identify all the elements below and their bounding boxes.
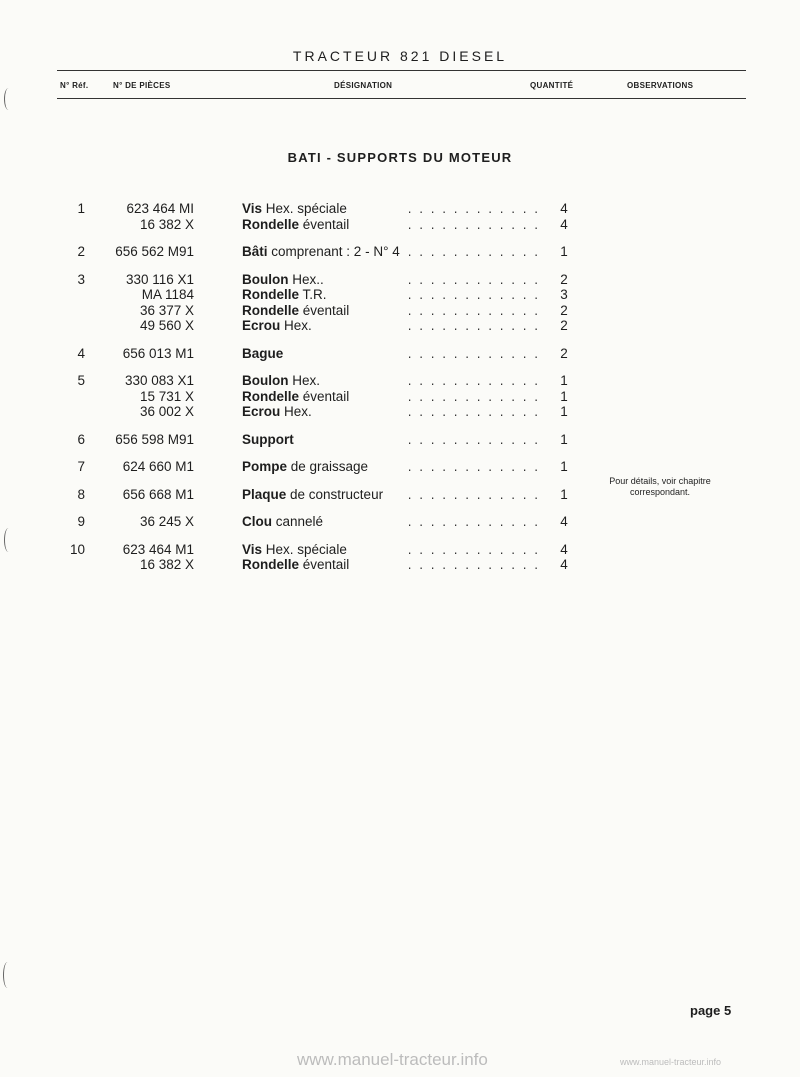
designation-detail: Hex. xyxy=(280,318,312,333)
designation-keyword: Rondelle xyxy=(242,287,300,302)
leader-dots: . . . . . . . . . . . . xyxy=(407,271,540,287)
parts-group xyxy=(0,373,800,420)
part-number: 36 377 X xyxy=(139,302,194,318)
designation xyxy=(242,557,349,572)
designation-keyword: Bague xyxy=(242,345,284,361)
leader-dots: . . . . . . . . . . . . xyxy=(407,302,540,318)
table-row xyxy=(0,318,800,334)
parts-group xyxy=(0,244,800,260)
quantity: 4 xyxy=(560,514,568,529)
header-rule-bottom xyxy=(57,98,746,99)
quantity: 4 xyxy=(560,541,568,557)
parts-group xyxy=(0,272,800,334)
designation-keyword: Bâti xyxy=(242,244,268,259)
designation-detail: T.R. xyxy=(299,287,327,302)
ref-number: 1 xyxy=(77,201,85,216)
part-number: 330 116 X1 xyxy=(125,271,194,287)
table-row xyxy=(0,303,800,319)
designation-detail: Hex. spéciale xyxy=(262,541,347,557)
leader-dots: . . . . . . . . . . . . xyxy=(407,557,540,572)
leader-dots: . . . . . . . . . . . . xyxy=(407,318,540,333)
designation-detail: Hex.. xyxy=(288,271,324,287)
leader-dots: . . . . . . . . . . . . xyxy=(407,345,540,361)
leader-dots: . . . . . . . . . . . . xyxy=(407,431,540,447)
table-row xyxy=(0,217,800,233)
designation xyxy=(242,542,347,557)
parts-group xyxy=(0,346,800,362)
column-header-quantity: QUANTITÉ xyxy=(530,81,574,90)
parts-group xyxy=(0,514,800,530)
table-row xyxy=(0,432,800,448)
part-number: 656 013 M1 xyxy=(122,345,194,361)
designation-keyword: Vis xyxy=(242,541,263,557)
part-number: 15 731 X xyxy=(139,388,194,404)
quantity: 4 xyxy=(560,216,568,232)
designation xyxy=(242,318,312,333)
quantity: 4 xyxy=(560,557,568,572)
leader-dots: . . . . . . . . . . . . xyxy=(407,404,540,419)
designation xyxy=(242,432,294,447)
designation xyxy=(242,487,383,502)
designation-detail: éventail xyxy=(299,557,350,572)
parts-group xyxy=(0,201,800,232)
table-row xyxy=(0,272,800,288)
quantity: 1 xyxy=(560,459,568,474)
designation xyxy=(242,287,327,302)
part-number: 656 562 M91 xyxy=(115,244,194,259)
designation-keyword: Rondelle xyxy=(242,388,300,404)
part-number: 36 002 X xyxy=(139,404,194,419)
ref-number: 3 xyxy=(77,271,85,287)
page-title: TRACTEUR 821 DIESEL xyxy=(292,48,508,64)
part-number: 49 560 X xyxy=(139,318,194,333)
designation-keyword: Clou xyxy=(242,514,272,529)
leader-dots: . . . . . . . . . . . . xyxy=(407,486,540,502)
leader-dots: . . . . . . . . . . . . xyxy=(407,201,540,216)
designation xyxy=(242,303,349,318)
table-row xyxy=(0,557,800,573)
leader-dots: . . . . . . . . . . . . xyxy=(407,216,540,232)
leader-dots: . . . . . . . . . . . . xyxy=(407,388,540,404)
part-number: 16 382 X xyxy=(139,216,194,232)
parts-table xyxy=(0,201,800,585)
designation-detail: éventail xyxy=(299,216,350,232)
quantity: 1 xyxy=(560,431,568,447)
quantity: 2 xyxy=(560,271,568,287)
designation xyxy=(242,201,347,216)
designation-detail: Hex. spéciale xyxy=(262,201,347,216)
part-number: 623 464 MI xyxy=(126,201,194,216)
designation xyxy=(242,373,320,388)
designation-keyword: Vis xyxy=(242,201,263,216)
quantity: 1 xyxy=(560,486,568,502)
table-row xyxy=(0,287,800,303)
section-title: BATI - SUPPORTS DU MOTEUR xyxy=(287,150,513,165)
column-header-designation: DÉSIGNATION xyxy=(334,81,393,90)
table-row xyxy=(0,404,800,420)
ref-number: 7 xyxy=(77,459,85,474)
part-number: 656 668 M1 xyxy=(122,486,194,502)
designation-keyword: Support xyxy=(242,431,294,447)
designation-keyword: Rondelle xyxy=(242,216,300,232)
designation-keyword: Ecrou xyxy=(242,318,281,333)
leader-dots: . . . . . . . . . . . . xyxy=(407,287,540,302)
scan-mark xyxy=(3,962,12,988)
designation xyxy=(242,272,324,287)
table-row xyxy=(0,514,800,530)
parts-group xyxy=(0,459,800,475)
part-number: 624 660 M1 xyxy=(122,459,194,474)
leader-dots: . . . . . . . . . . . . xyxy=(407,541,540,557)
ref-number: 8 xyxy=(77,486,85,502)
designation-detail: de graissage xyxy=(287,459,369,474)
part-number: 16 382 X xyxy=(139,557,194,572)
quantity: 2 xyxy=(560,318,568,333)
designation-detail: éventail xyxy=(299,388,350,404)
designation-keyword: Plaque xyxy=(242,486,287,502)
quantity: 1 xyxy=(560,373,568,388)
designation-keyword: Rondelle xyxy=(242,557,300,572)
designation-detail: éventail xyxy=(299,302,350,318)
part-number: MA 1184 xyxy=(141,287,194,302)
quantity: 2 xyxy=(560,302,568,318)
quantity: 2 xyxy=(560,345,568,361)
scan-mark xyxy=(4,88,13,110)
table-row xyxy=(0,244,800,260)
quantity: 4 xyxy=(560,201,568,216)
part-number: 656 598 M91 xyxy=(115,431,194,447)
scan-mark xyxy=(4,528,13,552)
designation-detail: Hex. xyxy=(288,373,321,388)
header-rule-top xyxy=(57,70,746,71)
designation-keyword: Boulon xyxy=(242,271,289,287)
parts-group xyxy=(0,432,800,448)
designation-keyword: Rondelle xyxy=(242,302,300,318)
table-row xyxy=(0,389,800,405)
observation-note: Pour détails, voir chapitre correspondant. xyxy=(609,476,711,497)
leader-dots: . . . . . . . . . . . . xyxy=(407,514,540,529)
quantity: 1 xyxy=(560,388,568,404)
designation xyxy=(242,346,283,361)
designation-detail: comprenant : 2 - N° 4 xyxy=(267,244,400,259)
page-number: page 5 xyxy=(690,1003,732,1018)
ref-number: 2 xyxy=(77,244,85,259)
part-number: 330 083 X1 xyxy=(124,373,194,388)
parts-group xyxy=(0,542,800,573)
ref-number: 4 xyxy=(77,345,85,361)
designation xyxy=(242,244,400,259)
column-header-part: N° DE PIÈCES xyxy=(113,81,171,90)
leader-dots: . . . . . . . . . . . . xyxy=(407,459,540,474)
designation-detail: de constructeur xyxy=(286,486,384,502)
ref-number: 5 xyxy=(77,373,85,388)
designation-keyword: Ecrou xyxy=(242,404,281,419)
ref-number: 6 xyxy=(77,431,85,447)
designation-detail: cannelé xyxy=(272,514,324,529)
designation xyxy=(242,404,312,419)
watermark: www.manuel-tracteur.info xyxy=(297,1050,488,1069)
part-number: 623 464 M1 xyxy=(122,541,194,557)
table-row xyxy=(0,201,800,217)
part-number: 36 245 X xyxy=(139,514,194,529)
table-row xyxy=(0,542,800,558)
designation xyxy=(242,459,368,474)
ref-number: 10 xyxy=(69,541,85,557)
designation-keyword: Boulon xyxy=(242,373,289,388)
quantity: 1 xyxy=(560,404,568,419)
leader-dots: . . . . . . . . . . . . xyxy=(408,244,540,259)
quantity: 1 xyxy=(560,244,568,259)
column-header-ref: N° Réf. xyxy=(60,81,89,90)
table-row xyxy=(0,459,800,475)
ref-number: 9 xyxy=(77,514,85,529)
designation-detail: Hex. xyxy=(280,404,312,419)
designation-keyword: Pompe xyxy=(242,459,288,474)
table-row xyxy=(0,373,800,389)
designation xyxy=(242,514,323,529)
leader-dots: . . . . . . . . . . . . xyxy=(407,373,540,388)
designation xyxy=(242,389,349,404)
designation xyxy=(242,217,349,232)
table-row xyxy=(0,346,800,362)
quantity: 3 xyxy=(560,287,568,302)
watermark-small: www.manuel-tracteur.info xyxy=(620,1057,722,1067)
column-header-observations: OBSERVATIONS xyxy=(627,81,694,90)
